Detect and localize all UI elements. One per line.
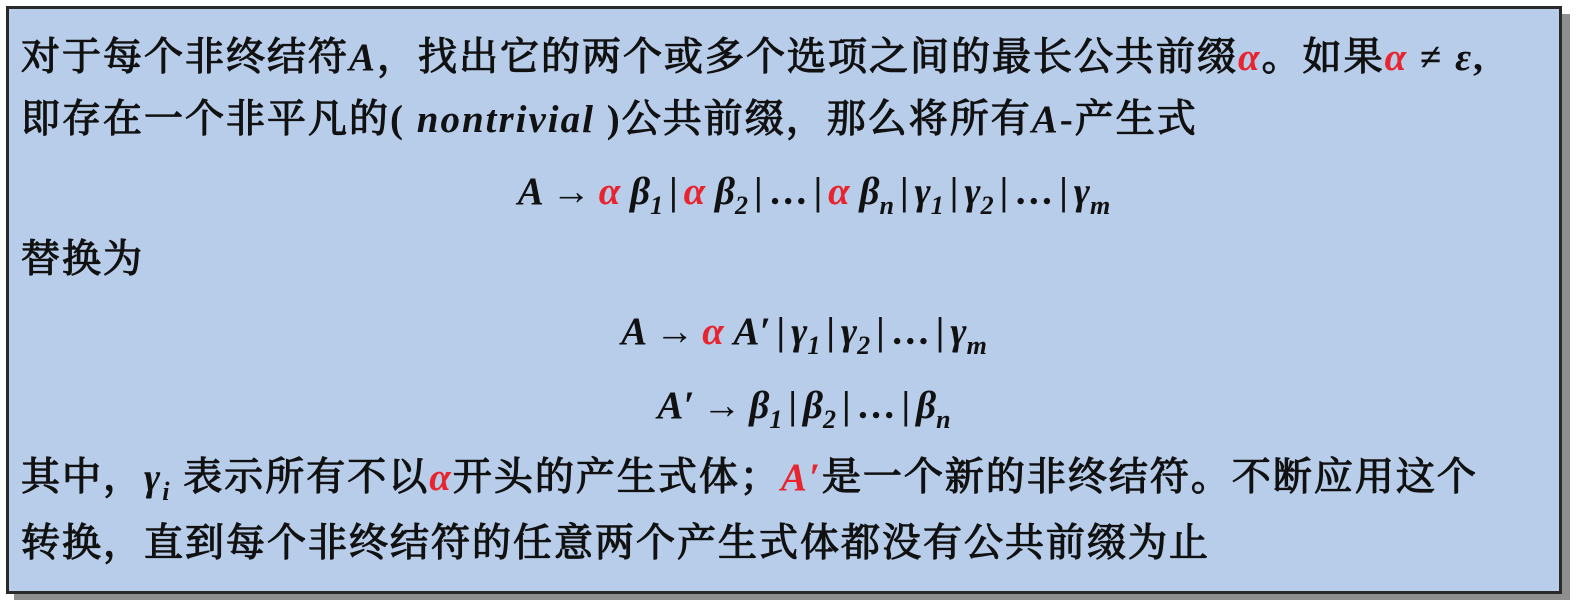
p1-alpha: α — [1238, 36, 1262, 79]
p1-text-1: 对于每个非终结符 — [21, 36, 350, 79]
f1-bar-1: | — [669, 170, 678, 213]
f1-gamma-m: γ — [1073, 170, 1091, 213]
f2-dots: … — [890, 310, 930, 353]
f3-bar-2: | — [841, 384, 851, 427]
f2-sub-m: m — [966, 331, 987, 360]
formula-1 — [9, 169, 1559, 220]
f2-a-prime: A′ — [733, 310, 771, 353]
p2-text-1: 即存在一个非平凡的( — [21, 98, 405, 141]
p4-text-3: 开头的产生式体； — [452, 456, 781, 499]
paragraph-3 — [21, 237, 144, 283]
p2-nonterminal-a: A — [1031, 98, 1060, 141]
definition-panel — [6, 6, 1562, 594]
formula-2 — [9, 309, 1559, 360]
p5-text: 转换，直到每个非终结符的任意两个产生式体都没有公共前缀为止 — [21, 522, 1211, 565]
paragraph-1 — [21, 35, 1485, 81]
f2-gamma-m: γ — [950, 310, 967, 353]
f1-dots-1: … — [768, 170, 808, 213]
f3-bar-1: | — [788, 384, 797, 427]
f2-sub-1: 1 — [807, 331, 821, 360]
paragraph-2 — [21, 97, 1198, 143]
f1-a: A — [517, 170, 544, 213]
f2-alpha: α — [702, 310, 724, 353]
f2-gamma-2: γ — [840, 310, 858, 353]
f3-dots: … — [856, 384, 896, 427]
f1-dots-2: … — [1014, 170, 1054, 213]
p3-text: 替换为 — [21, 238, 145, 281]
paragraph-4 — [21, 455, 1478, 506]
f3-bar-3: | — [901, 384, 911, 427]
f1-bar-4: | — [899, 170, 909, 213]
p4-text-2: 表示所有不以 — [171, 456, 430, 499]
f1-gamma-2: γ — [964, 170, 981, 213]
p2-text-3: -产生式 — [1059, 98, 1198, 141]
f1-sub-n: n — [879, 191, 894, 220]
p1-neq-symbol: ≠ — [1408, 36, 1456, 79]
p4-a-prime: A′ — [780, 456, 822, 499]
f3-beta-n: β — [916, 384, 937, 427]
p1-epsilon: ε — [1455, 36, 1474, 79]
f1-alpha-1: α — [598, 170, 621, 213]
p1-text-2: ，找出它的两个或多个选项之间的最长公共前缀 — [377, 36, 1239, 79]
f2-bar-1: | — [776, 310, 786, 353]
p2-text-2: )公共前缀，那么将所有 — [606, 98, 1032, 141]
formula-3 — [9, 383, 1559, 434]
f1-gamma-1: γ — [914, 170, 931, 213]
f1-bar-3: | — [813, 170, 823, 213]
f1-sub-1: 1 — [650, 191, 664, 220]
p1-alpha-2: α — [1384, 36, 1409, 79]
f3-beta-2: β — [802, 384, 823, 427]
f2-sub-2: 2 — [857, 331, 871, 360]
f2-a: A — [621, 310, 648, 353]
f1-beta-2: β — [714, 170, 735, 213]
paragraph-5 — [21, 521, 1210, 567]
f2-arrow: → — [655, 310, 695, 353]
f1-sub-2: 2 — [734, 191, 748, 220]
p1-nonterminal-a: A — [349, 36, 378, 79]
f1-bar-7: | — [1059, 170, 1068, 213]
p4-gamma: γ — [144, 456, 163, 499]
f1-bar-5: | — [949, 170, 959, 213]
f1-alpha-2: α — [683, 170, 706, 213]
p2-nontrivial-word: nontrivial — [405, 98, 607, 141]
f1-arrow: → — [551, 170, 591, 213]
f3-a-prime: A′ — [657, 384, 695, 427]
p4-alpha: α — [429, 456, 453, 499]
f3-sub-2: 2 — [822, 405, 836, 434]
f3-sub-n: n — [936, 405, 951, 434]
f1-beta-n: β — [859, 170, 880, 213]
f2-gamma-1: γ — [791, 310, 808, 353]
f1-bar-2: | — [753, 170, 763, 213]
p1-text-4: , — [1473, 36, 1485, 79]
f1-sub-m: m — [1090, 191, 1111, 220]
f1-sub-g2: 2 — [980, 191, 994, 220]
f2-bar-3: | — [876, 310, 885, 353]
p1-text-3: 。如果 — [1261, 36, 1385, 79]
f1-alpha-3: α — [828, 170, 850, 213]
f1-beta-1: β — [630, 170, 651, 213]
f1-sub-g1: 1 — [930, 191, 944, 220]
p4-text-4: 是一个新的非终结符。不断应用这个 — [821, 456, 1478, 499]
f3-arrow: → — [702, 384, 742, 427]
p4-text-1: 其中， — [21, 456, 145, 499]
f2-bar-4: | — [935, 310, 945, 353]
f3-beta-1: β — [749, 384, 770, 427]
f3-sub-1: 1 — [769, 405, 783, 434]
p4-sub-i: i — [162, 477, 172, 506]
f1-bar-6: | — [999, 170, 1009, 213]
f2-bar-2: | — [826, 310, 835, 353]
